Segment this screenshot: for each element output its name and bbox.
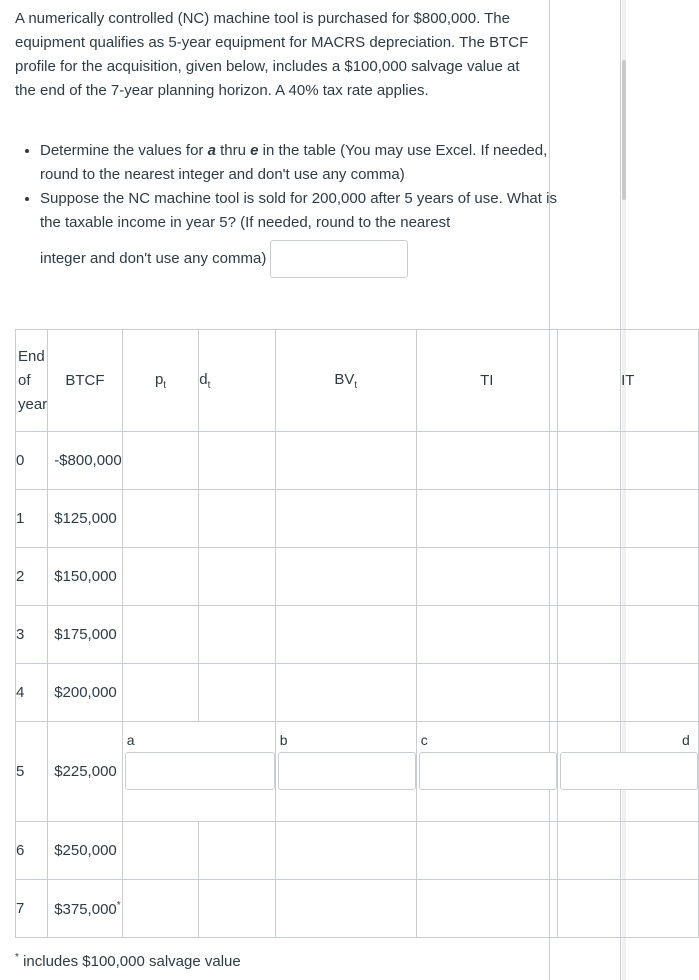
- answer-label-a: a: [126, 732, 135, 748]
- ti-answer-cell: [416, 722, 557, 822]
- btcf-cell: $225,000: [48, 722, 123, 822]
- it-answer-cell: [557, 722, 698, 822]
- answer-input-a[interactable]: [125, 752, 275, 790]
- bvt-cell: [275, 432, 416, 490]
- it-cell: [557, 880, 698, 938]
- dt-cell: [199, 664, 276, 722]
- pt-cell: [122, 606, 199, 664]
- answer-label-c: c: [420, 732, 428, 748]
- answer-input-b[interactable]: [278, 752, 416, 790]
- year-cell: 6: [16, 822, 48, 880]
- it-cell: [557, 822, 698, 880]
- header-it: IT: [557, 330, 698, 432]
- header-bvt: $BV_t$: [275, 330, 416, 432]
- bvt-cell: [275, 490, 416, 548]
- year-cell: 4: [16, 664, 48, 722]
- table-row: [16, 822, 699, 880]
- btcf-table: [15, 329, 699, 938]
- pt-cell: [122, 548, 199, 606]
- dt-cell: [199, 606, 276, 664]
- table-row: [16, 664, 699, 722]
- table-row: [16, 722, 699, 822]
- bvt-cell: [275, 664, 416, 722]
- dt-cell: [199, 880, 276, 938]
- instruction-item: • Determine the values for a thru e in the table (You may use Excel. If needed, round to the nearest integer and don't use any comma): [40, 139, 560, 187]
- ti-cell: [416, 880, 557, 938]
- year-cell: 3: [16, 606, 48, 664]
- answer-input-c[interactable]: [419, 752, 557, 790]
- it-cell: [557, 490, 698, 548]
- ti-cell: [416, 490, 557, 548]
- btcf-cell: -$800,000: [48, 432, 123, 490]
- salvage-footnote: * includes $100,000 salvage value: [15, 952, 241, 970]
- table-header-row: [16, 330, 699, 432]
- bvt-answer-cell: [275, 722, 416, 822]
- dt-cell: [199, 822, 276, 880]
- ti-cell: [416, 822, 557, 880]
- ti-cell: [416, 548, 557, 606]
- bvt-cell: [275, 822, 416, 880]
- header-end-of-year: End of year: [16, 330, 48, 432]
- it-cell: [557, 432, 698, 490]
- ti-cell: [416, 664, 557, 722]
- header-dt: $d_t$: [199, 330, 276, 432]
- table-row: [16, 606, 699, 664]
- answer-label-b: b: [279, 732, 288, 748]
- pt-cell: [122, 490, 199, 548]
- btcf-cell: $125,000: [48, 490, 123, 548]
- ti-cell: [416, 432, 557, 490]
- table-row: [16, 490, 699, 548]
- btcf-cell: $250,000: [48, 822, 123, 880]
- dt-cell: [199, 490, 276, 548]
- pt-cell: [122, 880, 199, 938]
- header-ti: TI: [416, 330, 557, 432]
- it-cell: [557, 606, 698, 664]
- year-cell: 1: [16, 490, 48, 548]
- ti-cell: [416, 606, 557, 664]
- table-row: [16, 432, 699, 490]
- scrollbar-thumb[interactable]: [622, 60, 626, 200]
- dt-cell: [199, 432, 276, 490]
- taxable-income-input[interactable]: [270, 240, 408, 278]
- pt-cell: [122, 822, 199, 880]
- it-cell: [557, 548, 698, 606]
- table-row: [16, 548, 699, 606]
- instruction-item: • Suppose the NC machine tool is sold for 200,000 after 5 years of use. What is the taxable income in year 5? (If needed, round to the nearest integer and don't use any comma): [40, 187, 560, 276]
- bvt-cell: [275, 548, 416, 606]
- header-pt: $p_t$: [122, 330, 199, 432]
- dt-cell: [199, 548, 276, 606]
- btcf-cell: $175,000: [48, 606, 123, 664]
- year-cell: 5: [16, 722, 48, 822]
- pt-cell: [122, 432, 199, 490]
- taxable-income-answer-row: integer and don't use any comma): [40, 242, 560, 276]
- year-cell: 2: [16, 548, 48, 606]
- pt-dt-answer-cell: [122, 722, 275, 822]
- btcf-cell: $375,000*: [48, 880, 123, 938]
- btcf-cell: $200,000: [48, 664, 123, 722]
- problem-intro: A numerically controlled (NC) machine tool is purchased for $800,000. The equipment qualifies as 5-year equipment for MACRS depreciation. The BTCF profile for the acquisition, given below, includes a $100,000 salvage value at the end of the 7-year planning horizon. A 40% tax rate applies.: [15, 10, 529, 99]
- it-cell: [557, 664, 698, 722]
- instructions-list: [15, 139, 560, 276]
- bvt-cell: [275, 880, 416, 938]
- pt-cell: [122, 664, 199, 722]
- header-btcf: BTCF: [48, 330, 123, 432]
- table-row: [16, 880, 699, 938]
- year-cell: 0: [16, 432, 48, 490]
- bvt-cell: [275, 606, 416, 664]
- answer-input-d[interactable]: [560, 752, 698, 790]
- year-cell: 7: [16, 880, 48, 938]
- btcf-cell: $150,000: [48, 548, 123, 606]
- answer-label-d: d: [681, 732, 690, 748]
